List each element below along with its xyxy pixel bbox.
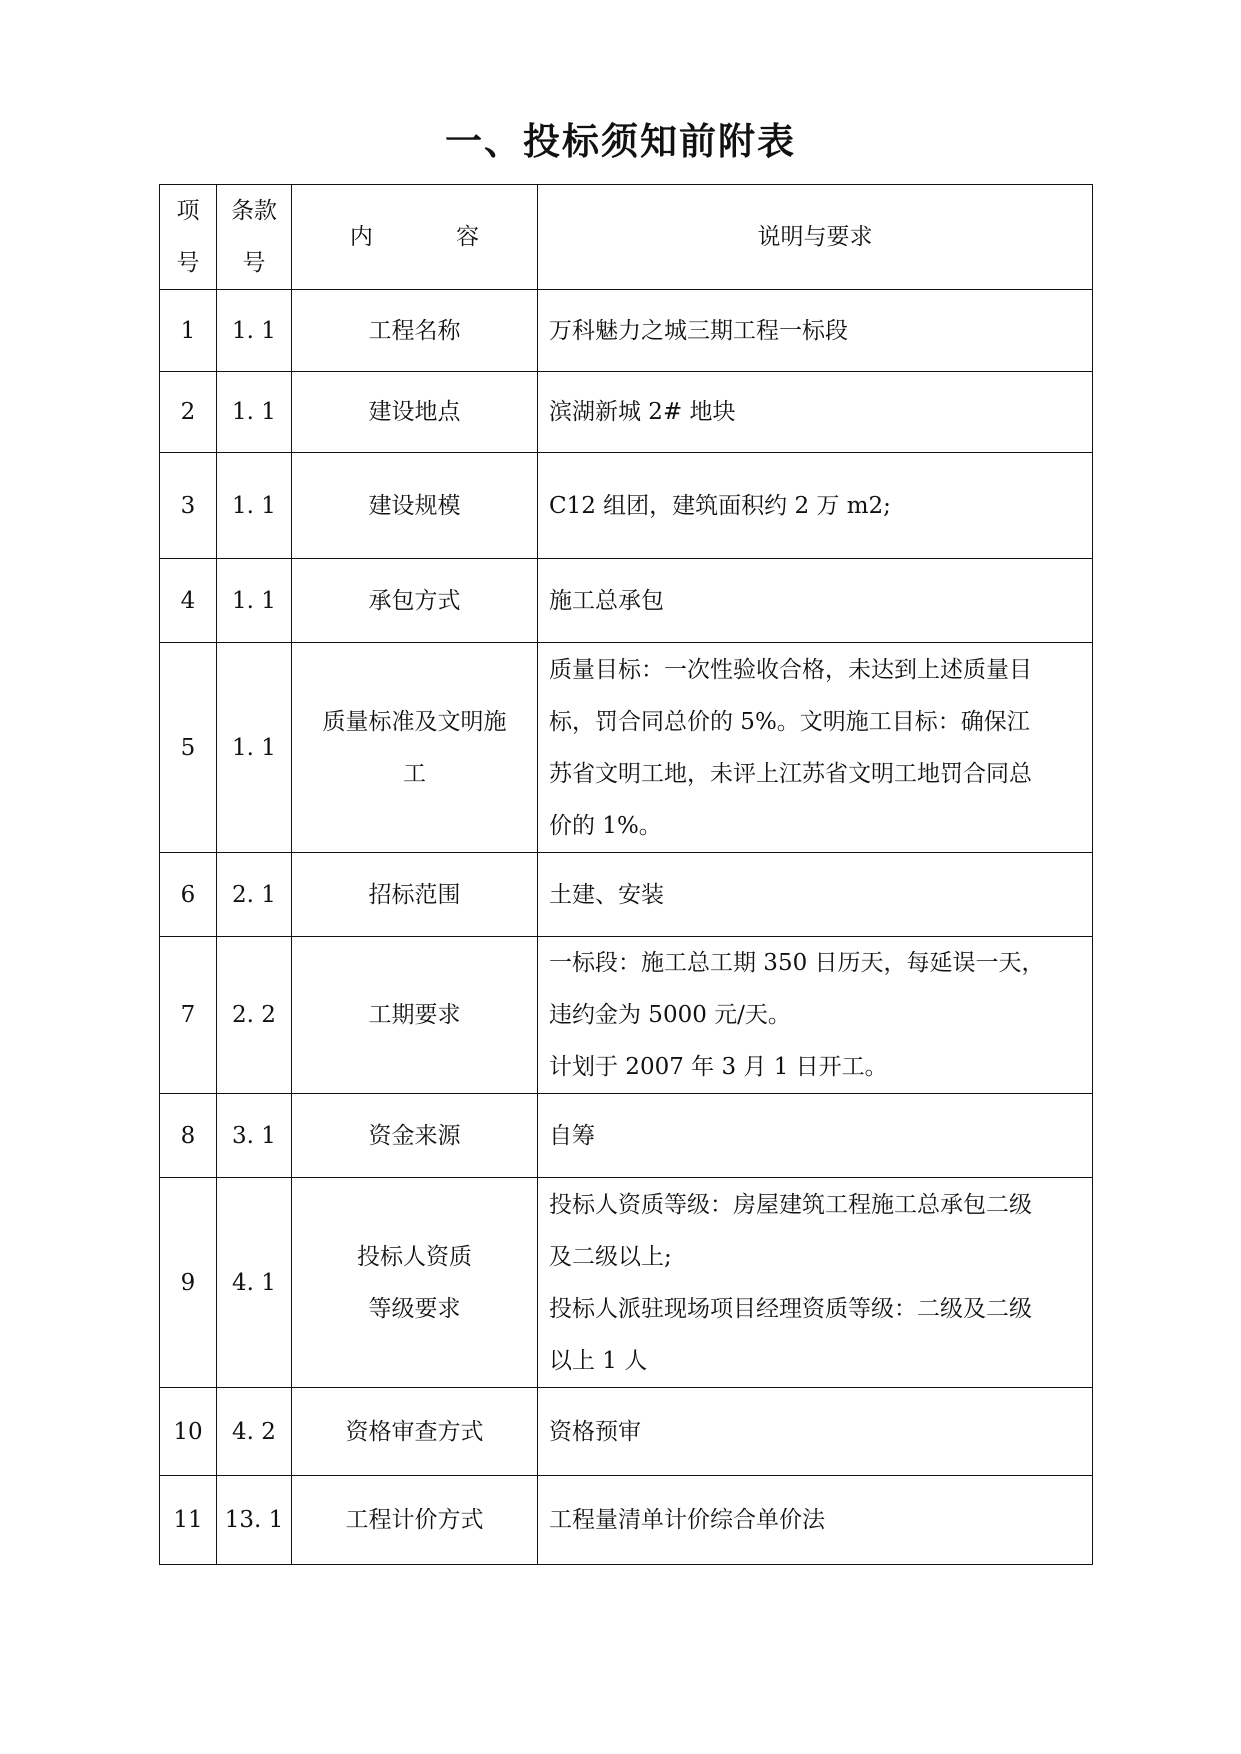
row-content <box>292 453 538 559</box>
row-description <box>538 1476 1093 1565</box>
row-description <box>538 290 1093 372</box>
table-row <box>160 1094 1093 1178</box>
row-clause-no: 2. 2 <box>217 937 292 1094</box>
header-item-no-line: 项 <box>176 198 200 224</box>
table-row <box>160 453 1093 559</box>
row-clause-no: 2. 1 <box>217 853 292 937</box>
row-description-line: 工程量清单计价综合单价法 <box>549 1507 825 1533</box>
table-row <box>160 643 1093 853</box>
row-description-line: 一标段：施工总工期 350 日历天，每延误一天， <box>549 950 1045 976</box>
row-clause-no: 4. 2 <box>217 1388 292 1476</box>
row-content-line: 工 <box>403 760 426 787</box>
row-item-no: 3 <box>160 453 217 559</box>
table-row <box>160 1476 1093 1565</box>
row-clause-no: 4. 1 <box>217 1178 292 1388</box>
table-row <box>160 559 1093 643</box>
row-description-line: 资格预审 <box>549 1418 641 1445</box>
row-content <box>292 1178 538 1388</box>
row-content <box>292 559 538 643</box>
row-description-line: 土建、安装 <box>549 881 664 908</box>
row-description <box>538 1388 1093 1476</box>
header-content <box>292 185 538 290</box>
header-description <box>538 185 1093 290</box>
row-description <box>538 453 1093 559</box>
table-row <box>160 1178 1093 1388</box>
row-description-line: 万科魅力之城三期工程一标段 <box>549 317 848 344</box>
row-item-no: 7 <box>160 937 217 1094</box>
row-content <box>292 1476 538 1565</box>
row-description-line: 质量目标：一次性验收合格，未达到上述质量目 <box>549 656 1032 683</box>
row-content-line: 建设地点 <box>368 399 461 425</box>
row-clause-no: 1. 1 <box>217 453 292 559</box>
row-description <box>538 937 1093 1094</box>
table-body <box>160 185 1093 1565</box>
row-description-line: 投标人资质等级：房屋建筑工程施工总承包二级 <box>549 1191 1032 1218</box>
row-clause-no: 3. 1 <box>217 1094 292 1178</box>
row-content-line: 工程名称 <box>368 317 461 344</box>
header-row <box>160 185 1093 290</box>
row-clause-no: 1. 1 <box>217 643 292 853</box>
table-row <box>160 937 1093 1094</box>
row-description-line: 计划于 2007 年 3 月 1 日开工。 <box>549 1054 888 1080</box>
row-item-no: 6 <box>160 853 217 937</box>
header-item-no <box>160 185 217 290</box>
row-clause-no: 1. 1 <box>217 559 292 643</box>
row-item-no: 4 <box>160 559 217 643</box>
row-item-no: 9 <box>160 1178 217 1388</box>
row-content <box>292 372 538 453</box>
header-clause-no-line: 条款 <box>231 198 277 224</box>
row-description <box>538 1094 1093 1178</box>
row-content-line: 资金来源 <box>368 1122 461 1149</box>
row-content-line: 资格审查方式 <box>345 1418 484 1445</box>
row-description-line: 投标人派驻现场项目经理资质等级：二级及二级 <box>549 1295 1032 1322</box>
header-item-no-line: 号 <box>176 250 200 276</box>
row-content <box>292 643 538 853</box>
row-description-line: C12 组团，建筑面积约 2 万 m2; <box>549 492 891 519</box>
row-content-line: 招标范围 <box>368 881 461 908</box>
row-item-no: 10 <box>160 1388 217 1476</box>
row-item-no: 8 <box>160 1094 217 1178</box>
row-content-line: 质量标准及文明施 <box>322 708 507 735</box>
row-content <box>292 1094 538 1178</box>
row-item-no: 5 <box>160 643 217 853</box>
row-description-line: 以上 1 人 <box>549 1347 648 1374</box>
row-content-line: 工程计价方式 <box>345 1507 484 1533</box>
header-clause-no <box>217 185 292 290</box>
row-description-line: 违约金为 5000 元/天。 <box>549 1002 791 1028</box>
row-content-line: 工期要求 <box>368 1002 461 1028</box>
row-description-line: 滨湖新城 2# 地块 <box>549 399 736 425</box>
row-clause-no: 13. 1 <box>217 1476 292 1565</box>
row-description-line: 施工总承包 <box>549 587 664 614</box>
notice-table <box>159 184 1093 1565</box>
row-description-line: 及二级以上; <box>549 1243 672 1270</box>
row-description <box>538 643 1093 853</box>
row-content-line: 投标人资质 <box>357 1243 472 1270</box>
header-content-label: 内 容 <box>349 224 518 250</box>
row-description-line: 苏省文明工地，未评上江苏省文明工地罚合同总 <box>549 760 1032 787</box>
row-item-no: 2 <box>160 372 217 453</box>
row-description <box>538 853 1093 937</box>
header-description-label: 说明与要求 <box>757 224 873 250</box>
table-row <box>160 290 1093 372</box>
row-content-line: 等级要求 <box>368 1295 461 1322</box>
row-description-line: 标，罚合同总价的 5%。文明施工目标：确保江 <box>549 708 1030 735</box>
row-item-no: 1 <box>160 290 217 372</box>
row-content-line: 建设规模 <box>368 492 461 519</box>
table-row <box>160 853 1093 937</box>
row-content <box>292 937 538 1094</box>
row-description <box>538 372 1093 453</box>
row-clause-no: 1. 1 <box>217 290 292 372</box>
table-row <box>160 1388 1093 1476</box>
row-content <box>292 853 538 937</box>
row-description <box>538 1178 1093 1388</box>
row-content <box>292 290 538 372</box>
page-title: 一、投标须知前附表 <box>445 120 796 163</box>
row-content-line: 承包方式 <box>368 587 461 614</box>
row-description-line: 自筹 <box>549 1122 595 1149</box>
row-clause-no: 1. 1 <box>217 372 292 453</box>
row-description <box>538 559 1093 643</box>
table-row <box>160 372 1093 453</box>
row-description-line: 价的 1%。 <box>549 812 662 839</box>
header-clause-no-line: 号 <box>242 250 266 276</box>
row-item-no: 11 <box>160 1476 217 1565</box>
row-content <box>292 1388 538 1476</box>
